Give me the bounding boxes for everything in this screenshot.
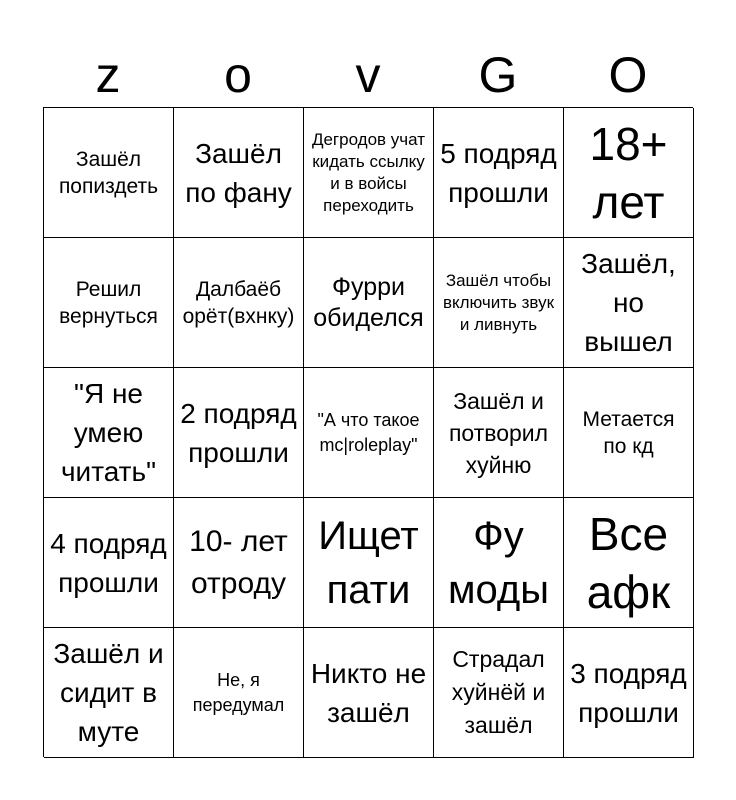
bingo-header <box>43 44 693 106</box>
bingo-cell-text: "Я не умею читать" <box>60 378 157 487</box>
bingo-cell-text: 4 подряд прошли <box>50 527 167 598</box>
bingo-cell-3-5[interactable] <box>564 368 694 498</box>
bingo-cell-text: Метается по кд <box>582 407 675 458</box>
bingo-cell-5-2[interactable] <box>174 628 304 758</box>
bingo-cell-text: 18+ лет <box>589 117 668 228</box>
bingo-cell-3-4[interactable] <box>434 368 564 498</box>
bingo-board <box>43 107 693 757</box>
bingo-cell-5-4[interactable] <box>434 628 564 758</box>
bingo-cell-text: Дегродов учат кидать ссылку и в войсы переходить <box>311 129 426 215</box>
bingo-cell-3-3[interactable] <box>304 368 434 498</box>
header-letter-g: G <box>478 47 518 103</box>
bingo-cell-text: Фурри обиделся <box>313 272 424 332</box>
bingo-cell-4-1[interactable] <box>44 498 174 628</box>
bingo-cell-5-1[interactable] <box>44 628 174 758</box>
header-letter-o: o <box>224 47 252 103</box>
bingo-cell-text: Все афк <box>586 507 671 618</box>
bingo-cell-text: Зашёл попиздеть <box>58 147 159 198</box>
bingo-cell-5-3[interactable] <box>304 628 434 758</box>
bingo-cell-1-3[interactable] <box>304 108 434 238</box>
header-letter-z: z <box>95 47 121 103</box>
bingo-cell-text: Никто не зашёл <box>310 657 427 728</box>
bingo-cell-text: Решил вернуться <box>59 277 158 328</box>
bingo-cell-text: 3 подряд прошли <box>570 657 687 728</box>
bingo-cell-text: 5 подряд прошли <box>440 137 557 208</box>
header-letter-v: v <box>355 47 381 103</box>
bingo-cell-4-2[interactable] <box>174 498 304 628</box>
bingo-cell-3-2[interactable] <box>174 368 304 498</box>
bingo-cell-1-4[interactable] <box>434 108 564 238</box>
bingo-cell-text: Ищет пати <box>318 513 419 612</box>
bingo-cell-1-2[interactable] <box>174 108 304 238</box>
bingo-cell-4-5[interactable] <box>564 498 694 628</box>
bingo-cell-text: Зашёл и потворил хуйню <box>448 387 549 478</box>
header-letter-o-2: O <box>608 47 648 103</box>
bingo-cell-text: Не, я передумал <box>192 669 285 715</box>
bingo-cell-3-1[interactable] <box>44 368 174 498</box>
bingo-cell-2-4[interactable] <box>434 238 564 368</box>
bingo-cell-text: Зашёл по фану <box>185 137 292 208</box>
bingo-cell-text: Страдал хуйнёй и зашёл <box>451 646 546 738</box>
bingo-cell-4-3[interactable] <box>304 498 434 628</box>
bingo-cell-2-1[interactable] <box>44 238 174 368</box>
bingo-cell-text: Фу моды <box>448 513 549 612</box>
bingo-cell-2-3[interactable] <box>304 238 434 368</box>
bingo-cell-1-5[interactable] <box>564 108 694 238</box>
bingo-cell-text: Зашёл чтобы включить звук и ливнуть <box>442 270 555 334</box>
bingo-cell-2-5[interactable] <box>564 238 694 368</box>
bingo-cell-text: 2 подряд прошли <box>180 397 297 468</box>
bingo-cell-5-5[interactable] <box>564 628 694 758</box>
bingo-cell-text: "А что такое mc|roleplay" <box>317 409 420 455</box>
bingo-cell-text: Далбаёб орёт(вхнку) <box>182 277 295 328</box>
bingo-cell-text: 10- лет отроду <box>189 524 288 600</box>
bingo-cell-1-1[interactable] <box>44 108 174 238</box>
bingo-cell-2-2[interactable] <box>174 238 304 368</box>
bingo-cell-4-4[interactable] <box>434 498 564 628</box>
bingo-cell-text: Зашёл, но вышел <box>581 248 676 357</box>
bingo-cell-text: Зашёл и сидит в муте <box>53 638 164 747</box>
